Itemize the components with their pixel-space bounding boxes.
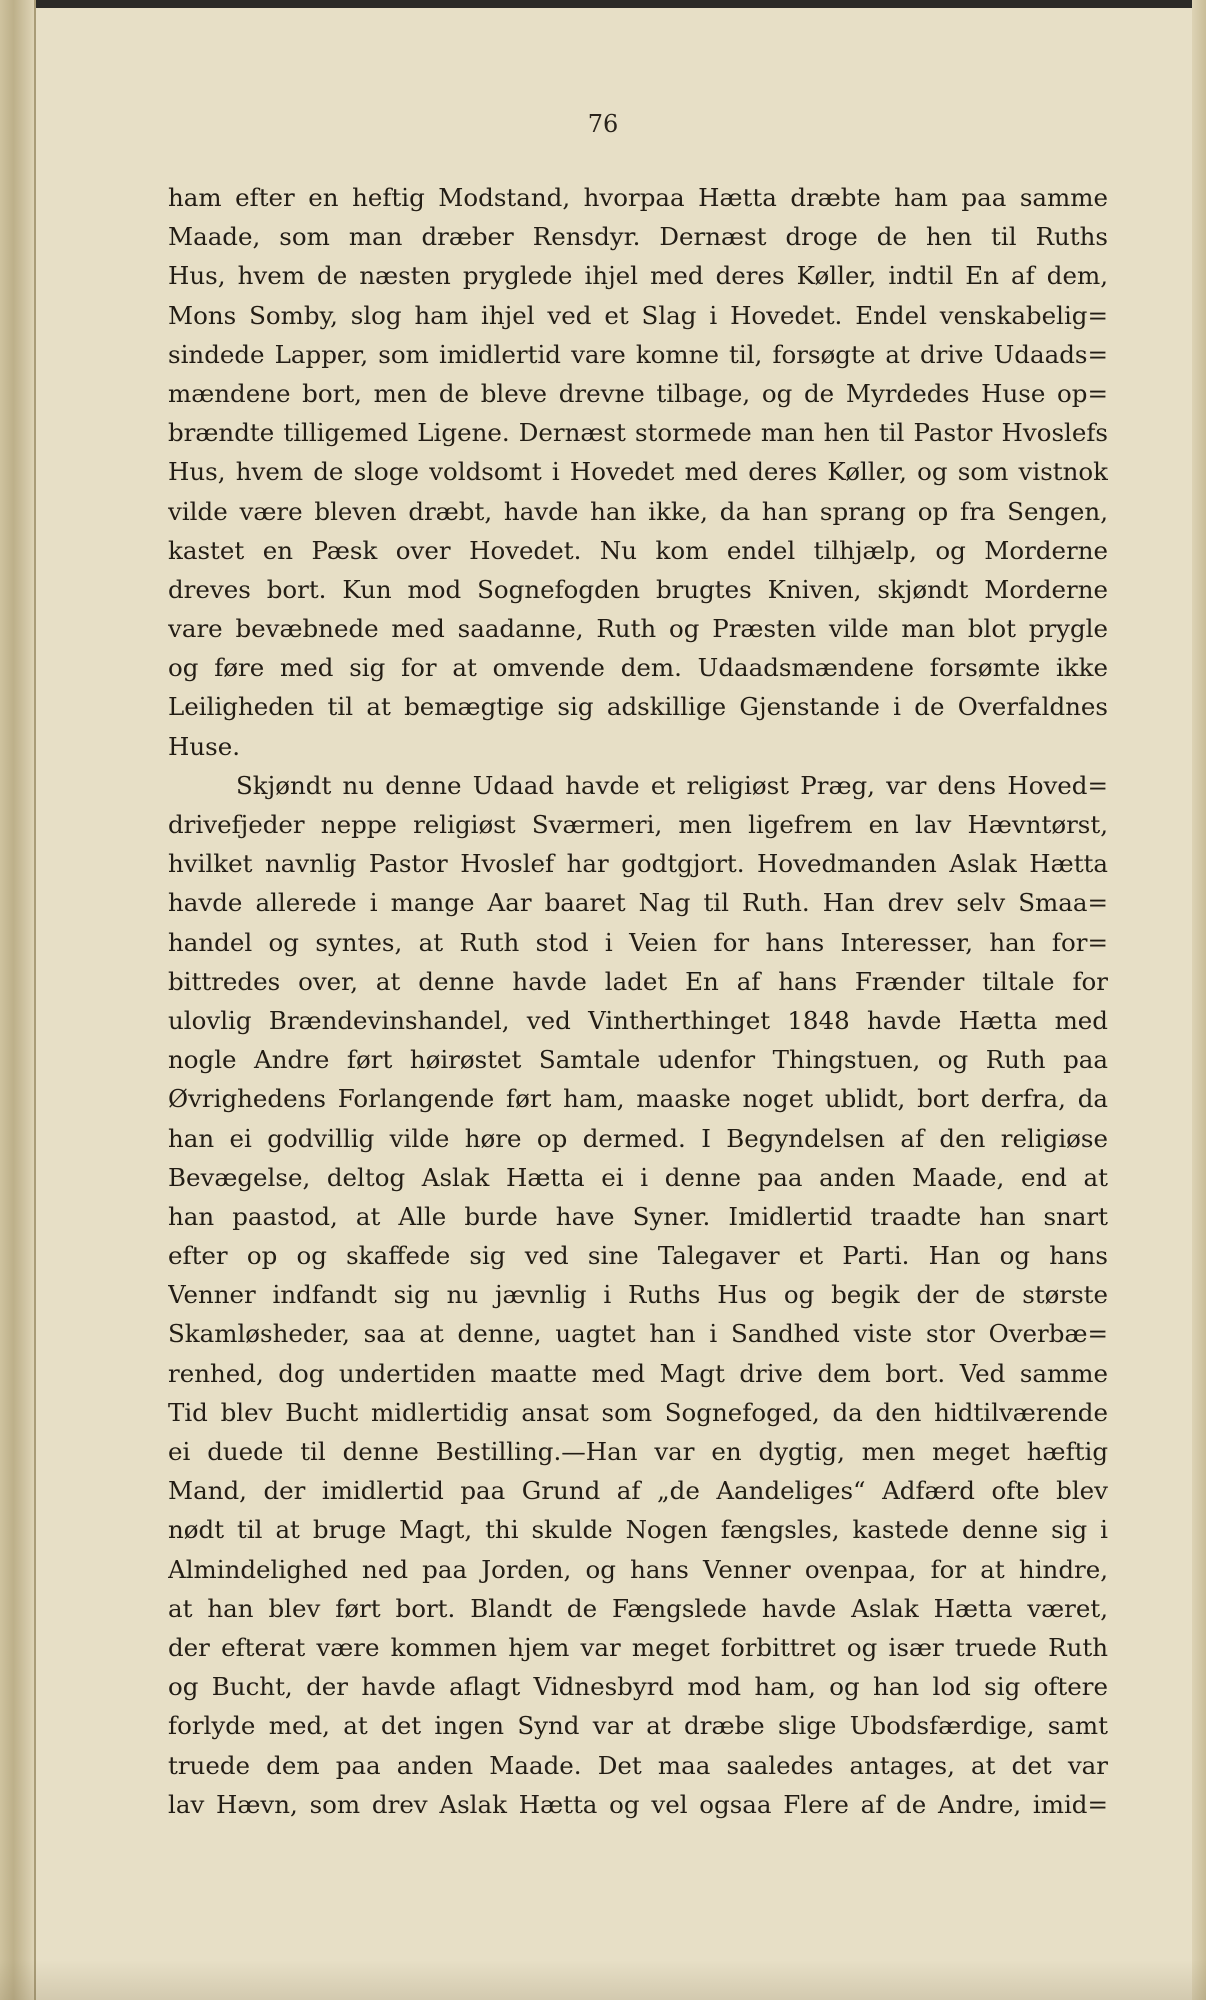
text-line: Skamløsheder, saa at denne, uagtet han i Sandhed viste stor Overbæ= [168, 1319, 1108, 1349]
text-line: han ei godvillig vilde høre op dermed. I Begyndelsen af den religiøse [168, 1123, 1108, 1153]
text-line: mændene bort, men de bleve drevne tilbage, og de Myrdedes Huse op= [168, 378, 1108, 408]
text-line: kastet en Pæsk over Hovedet. Nu kom endel tilhjælp, og Morderne [168, 535, 1108, 565]
text-line: truede dem paa anden Maade. Det maa saaledes antages, at det var [168, 1750, 1108, 1780]
text-line: Leiligheden til at bemægtige sig adskillige Gjenstande i de Overfaldnes [168, 692, 1108, 722]
text-line: der efterat være kommen hjem var meget forbittret og især truede Ruth [168, 1632, 1108, 1662]
text-line: renhed, dog undertiden maatte med Magt drive dem bort. Ved samme [168, 1358, 1108, 1388]
text-line: og Bucht, der havde aflagt Vidnesbyrd mod ham, og han lod sig oftere [168, 1672, 1108, 1702]
text-line: Mons Somby, slog ham ihjel ved et Slag i Hovedet. Endel venskabelig= [168, 300, 1108, 330]
text-line: dreves bort. Kun mod Sognefogden brugtes Kniven, skjøndt Morderne [168, 574, 1108, 604]
text-line: lav Hævn, som drev Aslak Hætta og vel ogsaa Flere af de Andre, imid= [168, 1789, 1108, 1819]
page-body-text [168, 178, 1108, 1824]
text-line: Maade, som man dræber Rensdyr. Dernæst droge de hen til Ruths [168, 222, 1108, 252]
paragraph [168, 178, 1108, 766]
paragraph [168, 766, 1108, 1824]
text-line: at han blev ført bort. Blandt de Fængslede havde Aslak Hætta været, [168, 1593, 1108, 1623]
text-line: Huse. [168, 731, 241, 761]
text-line: Almindelighed ned paa Jorden, og hans Venner ovenpaa, for at hindre, [168, 1554, 1108, 1584]
text-line: hvilket navnlig Pastor Hvoslef har godtgjort. Hovedmanden Aslak Hætta [168, 849, 1108, 879]
text-line: vilde være bleven dræbt, havde han ikke, da han sprang op fra Sengen, [168, 496, 1108, 526]
text-line: Venner indfandt sig nu jævnlig i Ruths Hus og begik der de største [168, 1280, 1108, 1310]
text-line: Skjøndt nu denne Udaad havde et religiøst Præg, var dens Hoved= [236, 770, 1108, 800]
text-line: han paastod, at Alle burde have Syner. Imidlertid traadte han snart [168, 1201, 1108, 1231]
page-right-edge [1192, 0, 1206, 2000]
text-line: efter op og skaffede sig ved sine Talegaver et Parti. Han og hans [168, 1241, 1108, 1271]
text-line: og føre med sig for at omvende dem. Udaadsmændene forsømte ikke [168, 653, 1108, 683]
text-line: Hus, hvem de næsten pryglede ihjel med deres Køller, indtil En af dem, [168, 261, 1108, 291]
text-line: Tid blev Bucht midlertidig ansat som Sognefoged, da den hidtilværende [168, 1397, 1108, 1427]
text-line: bittredes over, at denne havde ladet En af hans Frænder tiltale for [168, 966, 1108, 996]
text-line: ulovlig Brændevinshandel, ved Vintherthinget 1848 havde Hætta med [168, 1005, 1108, 1035]
text-line: sindede Lapper, som imidlertid vare komne til, forsøgte at drive Udaads= [168, 339, 1108, 369]
text-line: Hus, hvem de sloge voldsomt i Hovedet med deres Køller, og som vistnok [168, 457, 1108, 487]
text-line: brændte tilligemed Ligene. Dernæst stormede man hen til Pastor Hvoslefs [168, 418, 1108, 448]
text-line: Mand, der imidlertid paa Grund af „de Aandeliges“ Adfærd ofte blev [168, 1476, 1108, 1506]
text-line: nogle Andre ført høirøstet Samtale udenfor Thingstuen, og Ruth paa [168, 1045, 1108, 1075]
text-line: handel og syntes, at Ruth stod i Veien for hans Interesser, han for= [168, 927, 1108, 957]
page-bottom-shading [0, 1960, 1206, 2000]
text-line: vare bevæbnede med saadanne, Ruth og Præsten vilde man blot prygle [168, 614, 1108, 644]
text-line: drivefjeder neppe religiøst Sværmeri, men ligefrem en lav Hævntørst, [168, 810, 1108, 839]
text-line: nødt til at bruge Magt, thi skulde Nogen fængsles, kastede denne sig i [168, 1515, 1108, 1545]
page-spine-edge [0, 0, 36, 2000]
text-line: ham efter en heftig Modstand, hvorpaa Hætta dræbte ham paa samme [168, 183, 1108, 212]
text-line: Bevægelse, deltog Aslak Hætta ei i denne paa anden Maade, end at [168, 1162, 1108, 1192]
text-line: ei duede til denne Bestilling.—Han var en dygtig, men meget hæftig [168, 1437, 1108, 1466]
text-line: Øvrighedens Forlangende ført ham, maaske noget ublidt, bort derfra, da [168, 1084, 1108, 1114]
text-line: forlyde med, at det ingen Synd var at dræbe slige Ubodsfærdige, samt [168, 1711, 1108, 1741]
text-line: havde allerede i mange Aar baaret Nag til Ruth. Han drev selv Smaa= [168, 888, 1108, 918]
page-number: 76 [587, 110, 619, 138]
